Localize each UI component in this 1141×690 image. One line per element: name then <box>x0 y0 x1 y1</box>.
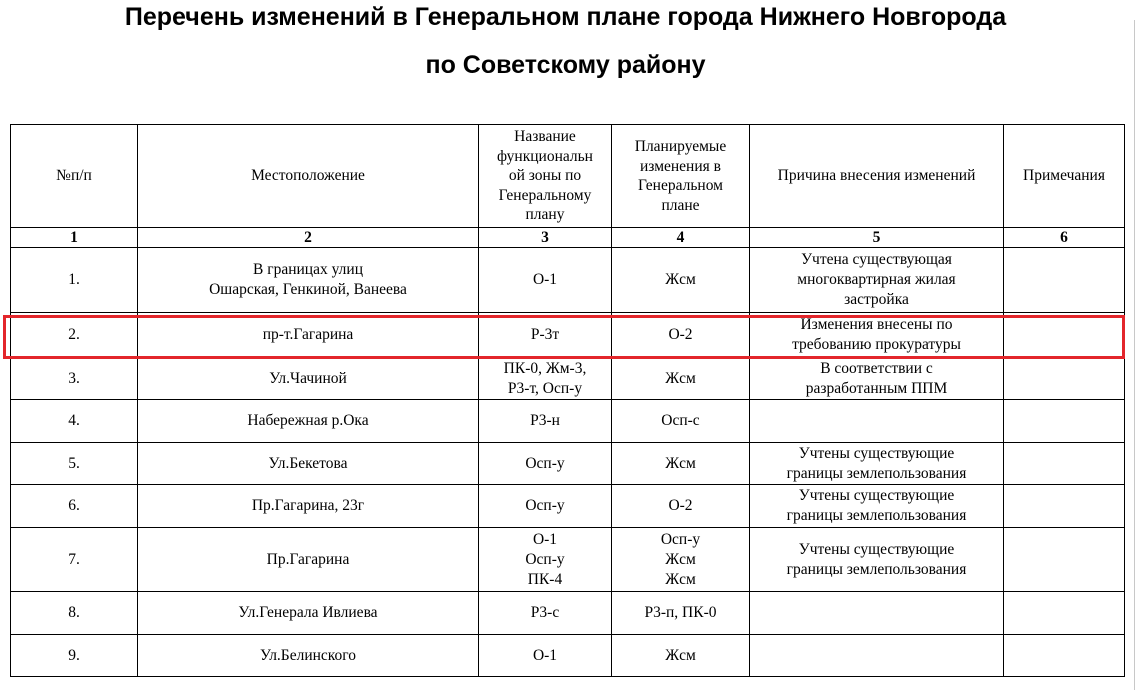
table-row <box>11 313 1125 358</box>
cell-location-line: Пр.Гагарина, 23г <box>251 497 365 514</box>
cell-location-line: В границах улиц <box>253 261 363 278</box>
cell-reason-line: Учтены существующие <box>798 540 955 558</box>
header-row <box>11 125 1125 228</box>
cell-zone <box>479 358 612 400</box>
cell-location-line: Ул.Генерала Ивлиева <box>238 604 378 621</box>
document-title-line-2: по Советскому району <box>425 51 706 79</box>
cell-reason-line: Учтены существующие <box>798 444 955 462</box>
cell-number: 4. <box>11 400 138 443</box>
cell-location <box>138 635 479 677</box>
column-number: 1 <box>11 228 138 248</box>
header-planned-line: Генеральном <box>638 177 723 194</box>
table-row <box>11 635 1125 677</box>
cell-number: 5. <box>11 443 138 485</box>
table-row <box>11 485 1125 528</box>
cell-location-line: пр-т.Гагарина <box>262 326 354 343</box>
cell-reason <box>750 592 1004 635</box>
cell-number: 7. <box>11 528 138 592</box>
cell-planned-change <box>612 528 750 592</box>
column-number: 3 <box>479 228 612 248</box>
cell-planned-change-line: Жсм <box>665 454 696 472</box>
cell-location-line: Ул.Белинского <box>259 646 357 664</box>
cell-reason-line: застройка <box>844 291 909 308</box>
cell-zone-line: О-1 <box>532 530 558 548</box>
cell-number: 1. <box>11 248 138 313</box>
cell-zone <box>479 248 612 313</box>
cell-notes <box>1004 528 1125 592</box>
cell-zone <box>479 313 612 358</box>
cell-planned-change-line: Жсм <box>665 550 696 568</box>
column-number: 2 <box>138 228 479 248</box>
header-location-line: Местоположение <box>251 167 365 185</box>
cell-notes <box>1004 485 1125 528</box>
cell-zone <box>479 592 612 635</box>
cell-number: 9. <box>11 635 138 677</box>
cell-planned-change-line: Жсм <box>665 369 696 387</box>
cell-reason <box>750 485 1004 528</box>
cell-planned-change <box>612 592 750 635</box>
cell-notes <box>1004 443 1125 485</box>
cell-planned-change <box>612 635 750 677</box>
changes-table <box>10 124 1125 677</box>
header-planned-line: Планируемые <box>634 138 727 155</box>
cell-number: 8. <box>11 592 138 635</box>
header-zone-line: Генеральному <box>498 186 592 204</box>
cell-notes <box>1004 313 1125 358</box>
cell-zone-line: Осп-у <box>525 454 565 472</box>
cell-notes <box>1004 400 1125 443</box>
cell-planned-change-line: Осп-с <box>661 412 700 429</box>
header-zone-line: ой зоны по <box>508 167 582 185</box>
table-row <box>11 443 1125 485</box>
cell-reason-line: многоквартирная жилая <box>797 271 956 288</box>
cell-notes <box>1004 592 1125 635</box>
cell-planned-change <box>612 485 750 528</box>
cell-reason <box>750 358 1004 400</box>
cell-zone-line: Р-3т <box>530 326 560 343</box>
cell-planned-change <box>612 400 750 443</box>
cell-planned-change <box>612 358 750 400</box>
cell-zone <box>479 485 612 528</box>
cell-number: 6. <box>11 485 138 528</box>
cell-zone-line: Р3-с <box>530 604 560 621</box>
column-number: 4 <box>612 228 750 248</box>
cell-notes <box>1004 635 1125 677</box>
header-planned-line: изменения в <box>640 157 721 175</box>
cell-location <box>138 528 479 592</box>
header-cell-num <box>11 125 138 228</box>
header-cell-zone <box>479 125 612 228</box>
cell-zone <box>479 443 612 485</box>
cell-planned-change-line: Жсм <box>665 271 696 288</box>
cell-reason <box>750 248 1004 313</box>
table-row <box>11 592 1125 635</box>
cell-zone-line: Р3-т, Осп-у <box>507 379 583 397</box>
cell-location <box>138 592 479 635</box>
page-edge-line <box>1134 20 1135 690</box>
cell-planned-change <box>612 443 750 485</box>
cell-reason-line: разработанным ППМ <box>805 379 948 397</box>
cell-planned-change-line: О-2 <box>668 497 693 514</box>
cell-planned-change-line: Осп-у <box>660 530 701 548</box>
cell-location <box>138 400 479 443</box>
header-reason-line: Причина внесения изменений <box>777 167 976 185</box>
column-number: 5 <box>750 228 1004 248</box>
cell-reason-line: границы землепользования <box>786 507 967 524</box>
cell-zone-line: Осп-у <box>525 497 565 514</box>
cell-zone-line: О-1 <box>532 646 558 664</box>
cell-planned-change-line: О-2 <box>668 326 693 343</box>
table-row <box>11 248 1125 313</box>
header-cell-notes <box>1004 125 1125 228</box>
cell-location <box>138 358 479 400</box>
document-title-line-1: Перечень изменений в Генеральном плане города Нижнего Новгорода <box>124 3 1007 31</box>
cell-zone <box>479 635 612 677</box>
cell-planned-change-line: Р3-п, ПК-0 <box>644 604 717 621</box>
cell-location-line: Ул.Бекетова <box>268 454 348 472</box>
cell-notes <box>1004 248 1125 313</box>
cell-reason-line: Учтены существующие <box>798 487 955 504</box>
cell-location <box>138 443 479 485</box>
cell-zone <box>479 400 612 443</box>
cell-zone-line: Осп-у <box>525 550 565 568</box>
header-zone-line: плану <box>525 206 565 224</box>
header-cell-reason <box>750 125 1004 228</box>
cell-location <box>138 313 479 358</box>
cell-reason-line: границы землепользования <box>786 464 967 482</box>
header-notes-line: Примечания <box>1023 167 1105 185</box>
cell-reason <box>750 400 1004 443</box>
cell-planned-change-line: Жсм <box>665 570 696 588</box>
cell-planned-change <box>612 313 750 358</box>
table-row <box>11 358 1125 400</box>
cell-planned-change <box>612 248 750 313</box>
header-zone-line: функциональн <box>497 147 593 165</box>
cell-reason-line: требованию прокуратуры <box>792 336 961 353</box>
cell-number: 2. <box>11 313 138 358</box>
cell-zone-line: ПК-4 <box>527 570 563 588</box>
cell-zone <box>479 528 612 592</box>
cell-number: 3. <box>11 358 138 400</box>
cell-location <box>138 248 479 313</box>
header-cell-planned <box>612 125 750 228</box>
header-zone-line: Название <box>514 128 576 146</box>
cell-zone-line: ПК-0, Жм-3, <box>503 359 587 377</box>
cell-zone-line: О-1 <box>532 271 558 288</box>
cell-reason-line: границы землепользования <box>786 560 967 578</box>
cell-location <box>138 485 479 528</box>
cell-reason-line: В соответствии с <box>820 359 933 377</box>
column-number: 6 <box>1004 228 1125 248</box>
cell-reason <box>750 528 1004 592</box>
column-number-row <box>11 228 1125 248</box>
cell-planned-change-line: Жсм <box>665 646 696 664</box>
cell-reason <box>750 443 1004 485</box>
cell-reason-line: Учтена существующая <box>801 251 952 268</box>
cell-reason <box>750 313 1004 358</box>
header-cell-location <box>138 125 479 228</box>
cell-location-line: Набережная р.Ока <box>247 412 369 429</box>
cell-location-line: Пр.Гагарина <box>266 550 350 568</box>
cell-location-line: Ошарская, Генкиной, Ванеева <box>209 281 407 298</box>
cell-notes <box>1004 358 1125 400</box>
cell-location-line: Ул.Чачиной <box>269 369 347 387</box>
cell-reason <box>750 635 1004 677</box>
header-num-line: №п/п <box>56 167 92 185</box>
cell-reason-line: Изменения внесены по <box>800 316 953 333</box>
header-planned-line: плане <box>661 196 700 214</box>
cell-zone-line: Р3-н <box>530 412 560 429</box>
table-row <box>11 528 1125 592</box>
table-row <box>11 400 1125 443</box>
